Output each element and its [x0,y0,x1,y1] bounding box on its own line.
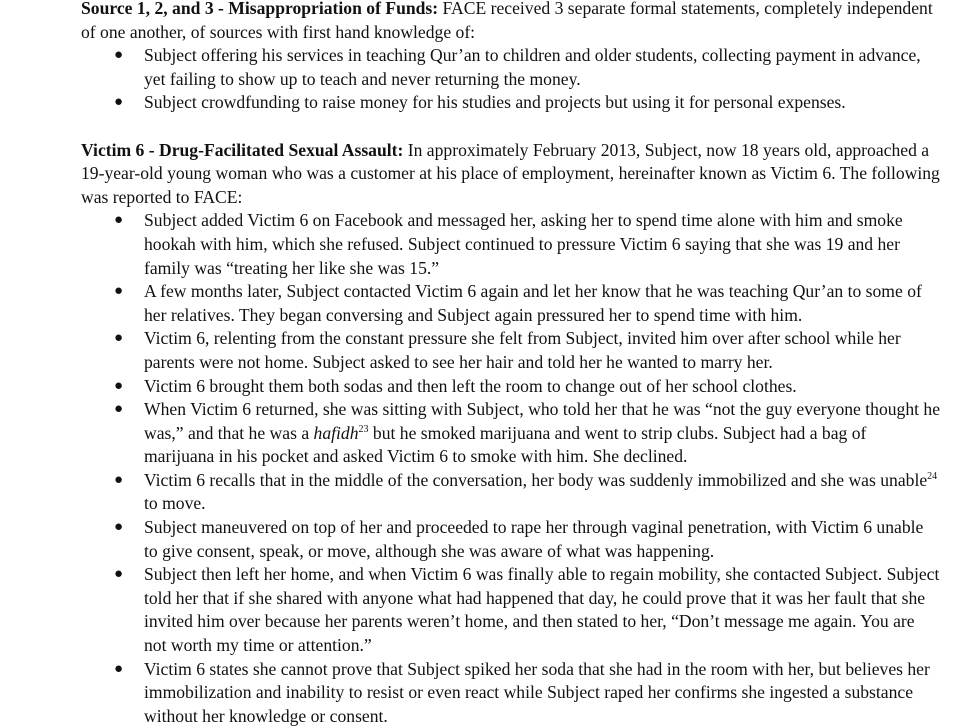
list-item: ● Victim 6, relenting from the constant pressure she felt from Subject, invited him over after school while her parents were not home. Subject asked to see her hair and told her he wanted to marry her. [114,328,901,372]
list-item: ● Victim 6 brought them both sodas and then left the room to change out of her school clothes. [81,375,941,399]
italic-term: hafidh [313,422,359,443]
list-item: ● Subject maneuvered on top of her and proceeded to rape her through vaginal penetration, with Victim 6 unable to give consent, speak, or move, although she was aware of what was happening. [114,517,924,561]
list-item: ● Victim 6 states she cannot prove that Subject spiked her soda that she had in the room with her, but believes her immobilization and inability to resist or even react while Subject raped her confirms she ingested a substance without her knowledge or consent. [114,658,930,726]
list-item: ● Subject added Victim 6 on Facebook and messaged her, asking her to spend time alone with him and smoke hookah with him, which she refused. Subject continued to pressure Victim 6 saying that she was 19 and her family was “treating her like she was 15.” [114,210,903,278]
section-intro: In approximately February 2013, Subject, now 18 years old, approached a 19-year-old young woman who was a customer at his place of employment, hereinafter known as Victim 6. The following was reported to FACE: [81,139,940,207]
list-item: ● Subject crowdfunding to raise money for his studies and projects but using it for personal expenses. [81,91,941,115]
bullet-icon: ● [114,566,124,583]
section-misappropriation [81,0,941,44]
section-intro: FACE received 3 separate formal statements, completely independent of one another, of sources with first hand knowledge of: [81,0,933,42]
section-heading: Source 1, 2, and 3 - Misappropriation of Funds: [81,0,439,18]
bullet-icon: ● [114,47,124,64]
bullet-icon: ● [114,283,124,300]
list-item: ● Victim 6 recalls that in the middle of the conversation, her body was suddenly immobilized and she was unable$^{24}$ to move. [114,469,938,514]
section-victim-6 [81,139,941,210]
list-item: ● When Victim 6 returned, she was sitting with Subject, who told her that he was “not the guy everyone thought he was,” and that he was a hafidh$^{23}$ but he smoked marijuana and went to strip clubs. Subject had a bag of marijuana in his pocket and asked Victim 6 to smoke with him. She declined. [114,399,941,467]
document-page [81,0,941,728]
footnote-ref[interactable]: 24 [927,471,938,483]
list-item: ● Subject then left her home, and when Victim 6 was finally able to regain mobility, she contacted Subject. Subject told her that if she shared with anyone what had happened that day, he could prove that it was her fault that she invited him over because her parents weren’t home, and then stated to her, “Don’t message me again. You are not worth my time or attention.” [114,564,940,656]
section-heading: Victim 6 - Drug-Facilitated Sexual Assault: [81,139,404,160]
list-item: ● A few months later, Subject contacted Victim 6 again and let her know that he was teaching Qur’an to some of her relatives. They began conversing and Subject again pressured her to spend time with him. [114,281,922,325]
bullet-icon: ● [114,519,124,536]
bullet-list [81,209,941,728]
bullet-icon: ● [114,401,124,418]
paragraph-gap [81,115,941,139]
bullet-icon: ● [114,471,124,488]
bullet-icon: ● [114,660,124,677]
bullet-list [81,44,941,115]
bullet-icon: ● [114,330,124,347]
list-item: ● Subject offering his services in teaching Qur’an to children and older students, collecting payment in advance, yet failing to show up to teach and never returning the money. [114,45,921,89]
bullet-icon: ● [114,377,124,394]
footnote-ref[interactable]: 23 [358,423,369,435]
bullet-icon: ● [114,212,124,229]
bullet-icon: ● [114,94,124,111]
